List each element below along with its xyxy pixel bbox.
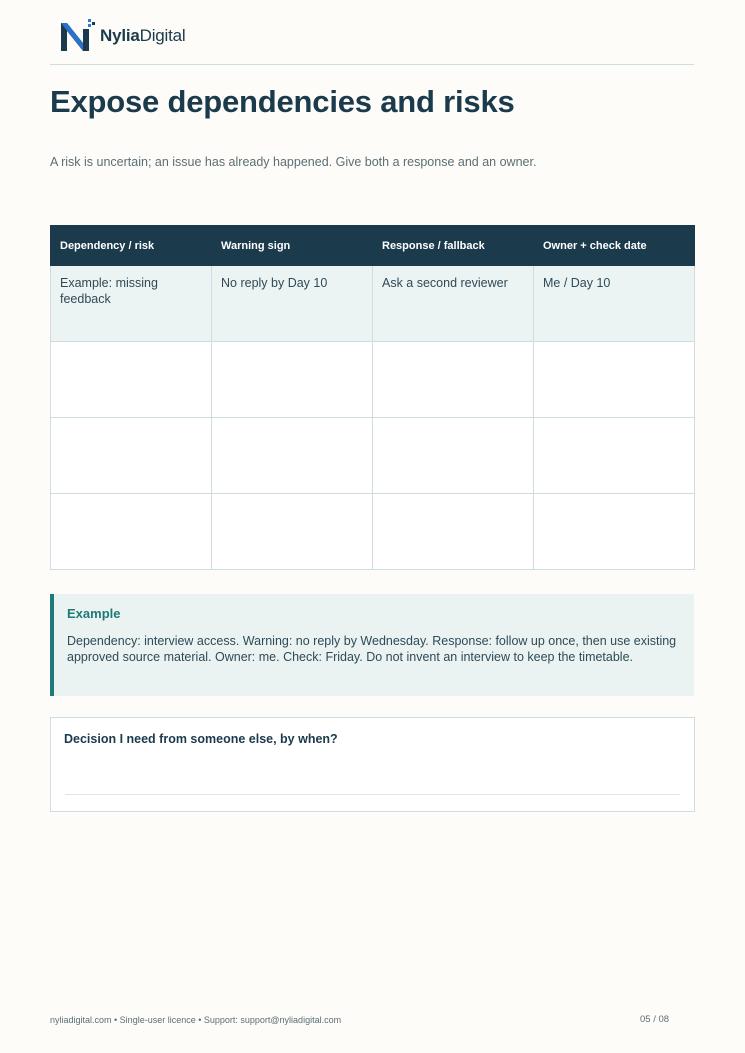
- table-row[interactable]: [51, 418, 695, 494]
- footer-text: nyliadigital.com • Single-user licence • Support: support@nyliadigital.com: [50, 1015, 342, 1025]
- table-cell-input[interactable]: [212, 418, 373, 494]
- table-cell-input[interactable]: [373, 494, 534, 570]
- example-callout: [50, 594, 694, 696]
- table-row[interactable]: [51, 342, 695, 418]
- column-header-warning: Warning sign: [212, 226, 373, 266]
- table-cell-input[interactable]: [534, 342, 695, 418]
- table-cell-input[interactable]: [212, 494, 373, 570]
- table-cell-input[interactable]: [51, 418, 212, 494]
- example-text: Dependency: interview access. Warning: no reply by Wednesday. Response: follow up once, then use existing approved source material. Owner: me. Check: Friday. Do not invent an interview to keep the timetable.: [67, 634, 677, 664]
- page-number: 05 / 08: [640, 1014, 670, 1025]
- column-header-dependency: Dependency / risk: [51, 226, 212, 266]
- example-title: Example: [67, 606, 121, 621]
- table-cell-input[interactable]: [51, 342, 212, 418]
- table-cell: Example: missing feedback: [51, 266, 212, 342]
- column-header-response: Response / fallback: [373, 226, 534, 266]
- table-cell-input[interactable]: [373, 418, 534, 494]
- decision-label: Decision I need from someone else, by when?: [64, 732, 338, 746]
- nylia-logo-icon: [59, 19, 95, 53]
- table-cell-input[interactable]: [373, 342, 534, 418]
- header-divider: [50, 64, 694, 65]
- table-cell-input[interactable]: [534, 418, 695, 494]
- table-cell: Ask a second reviewer: [373, 266, 534, 342]
- page-title: Expose dependencies and risks: [50, 84, 515, 119]
- column-header-owner: Owner + check date: [534, 226, 695, 266]
- decision-box: [50, 717, 695, 812]
- table-cell-input[interactable]: [212, 342, 373, 418]
- brand-name: NyliaDigital: [100, 26, 186, 45]
- decision-answer-line[interactable]: [65, 794, 680, 795]
- table-row[interactable]: [51, 494, 695, 570]
- table-cell: No reply by Day 10: [212, 266, 373, 342]
- table-cell: Me / Day 10: [534, 266, 695, 342]
- table-cell-input[interactable]: [534, 494, 695, 570]
- table-row-example: [51, 266, 695, 342]
- risk-table: [50, 225, 695, 570]
- intro-text: A risk is uncertain; an issue has already happened. Give both a response and an owner.: [50, 155, 537, 169]
- brand-logo: [59, 18, 185, 54]
- table-header-row: [51, 226, 695, 266]
- table-cell-input[interactable]: [51, 494, 212, 570]
